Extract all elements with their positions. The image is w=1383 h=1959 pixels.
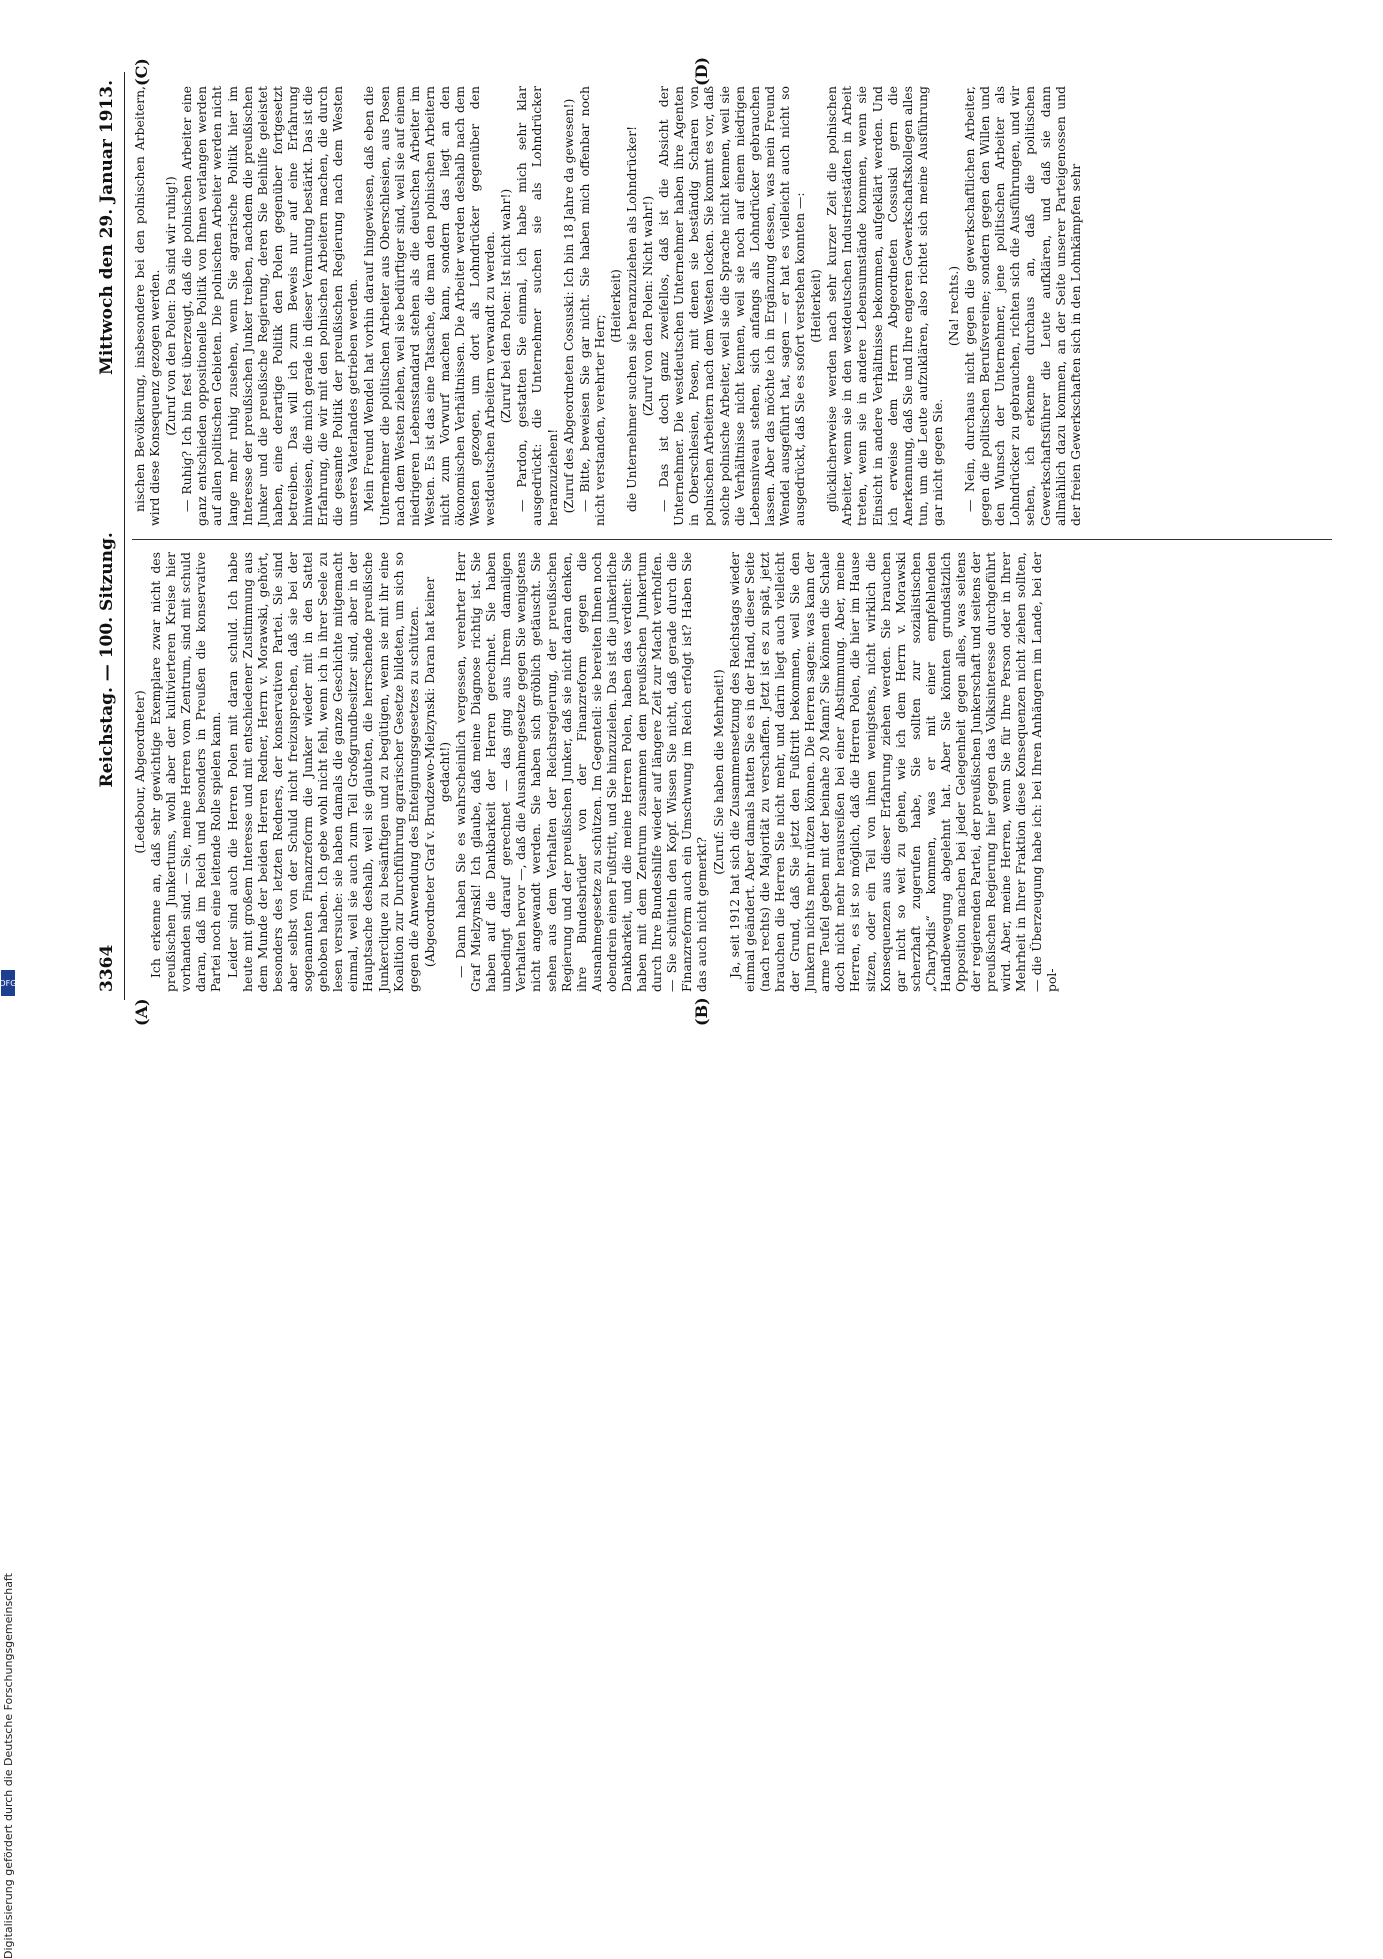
paragraph: — Das ist doch ganz zweifellos, daß ist die Absicht der Unternehmer. Die westdeutschen Unternehmer haben ihre Agenten in Oberschlesien, Posen, mit denen sie beständig Scharen von polnischen Arbeitern nach dem Westen locken. Sie kommt es vor, daß solche polnische Arbeiter, weil sie die Sprache nicht kennen, weil sie die Verhältnisse nicht kennen, weil sie noch auf einem niedrigen Lebensniveau stehen, sich anfangs als Lohndrücker gebrauchen lassen. Aber das möchte ich in Ergänzung dessen, was mein Freund Wendel ausgeführt hat, sagen — er hat es vielleicht auch nicht so ausgedrückt, daß Sie es sofort verstehen konnten —: [656, 86, 808, 526]
paragraph: Leider sind auch die Herren Polen mit daran schuld. Ich habe heute mit großem Interesse und mit entschiedener Zustimmung aus dem Munde der beiden Herren Redner, Herrn v. Morawski, gehört, besonders des letzten Redners, der konservativen Partei. Sie sind aber selbst von der Schuld nicht freizusprechen, daß sie bei der sogenannten Finanzreform die Junker wieder mit in den Sattel gehoben haben. Ich gebe wohl nicht fehl, wenn ich in ihrer Seele zu lesen versuche: sie haben damals die ganze Geschichte mitgemacht einmal, weil sie auch zum Teil Großgrundbesitzer sind, aber in der Hauptsache deshalb, weil sie glaubten, die herrschende preußische Junkerclique zu besänftigen und zu begütigen, wenn sie mit ihr eine Koalition zur Durchführung agrarischer Gesetze bildeten, um sich so gegen die Anwendung des Enteignungsgesetzes zu schützen. [224, 552, 421, 992]
paragraph: — Ruhig? Ich bin fest überzeugt, daß die polnischen Arbeiter eine ganz entschieden oppositionelle Politik von Ihnen verlangen werden auf allen politischen Gebieten. Die polnischen Arbeiter werden nicht lange mehr ruhig zusehen, wenn Sie agrarische Politik hier im Interesse der preußischen Junker treiben, nachdem die preußischen Junker und die preußische Regierung, deren Sie Beihilfe geleistet haben, eine derartige Politik den Polen gegenüber fortgesetzt betreiben. Das will ich zum Beweis nur auf eine Erfahrung hinweisen, die mich gerade in dieser Vermutung bestärkt. Das ist die Erfahrung, die wir mit den polnischen Arbeitern machen, die durch die gesamte Politik der preußischen Regierung nach dem Westen unseres Vaterlandes getrieben werden. [179, 86, 361, 526]
page-number: 3364 [97, 944, 117, 992]
paragraph: (Zuruf: Sie haben die Mehrheit!) [710, 669, 726, 875]
left-column [132, 552, 1332, 992]
paragraph: (Abgeordneter Graf v. Brudzewo-Mielzynski: Daran hat keiner gedacht!) [421, 576, 452, 968]
paragraph: Ich erkenne an, daß sehr gewichtige Exemplare zwar nicht des preußischen Junkertums, wohl aber der kultivierteren Kreise hier vorhanden sind. — Sie, meine Herren vom Zentrum, sind mit schuld daran, daß im Reich und besonders in Preußen die konservative Partei noch eine leitende Rolle spielen kann. [148, 552, 224, 992]
paragraph: die Unternehmer suchen sie heranzuziehen als Lohndrücker! [624, 125, 639, 512]
margin-marker-d: (D) [692, 56, 711, 86]
margin-marker-b: (B) [692, 997, 711, 1026]
column-divider [132, 539, 1332, 540]
paragraph: — Bitte, beweisen Sie gar nicht. Sie haben mich offenbar noch nicht verstanden, verehrter Herr; [576, 86, 607, 526]
paragraph: (Heiterkeit) [808, 269, 824, 343]
margin-marker-c: (C) [132, 58, 151, 86]
page-title: Reichstag. — 100. Sitzung. [97, 532, 117, 788]
paragraph: (Zuruf des Abgeordneten Cossuski: Ich bin 18 Jahre da gewesen!) [560, 98, 576, 514]
paragraph: — Pardon, gestatten Sie einmal, ich habe mich sehr klar ausgedrückt: die Unternehmer suchen sie als Lohndrücker heranzuziehen! [514, 86, 560, 526]
paragraph: Ja, seit 1912 hat sich die Zusammensetzung des Reichstags wieder einmal geändert. Aber damals hatten Sie es in der Hand, dieser Seite (nach rechts) die Majorität zu verschaffen. Jetzt ist es zu spät, jetzt brauchen die Herren Sie nicht mehr, und darin liegt auch vielleicht der Grund, daß Sie jetzt den Fußtritt bekommen, weil Sie den Junkern nichts mehr nützen können. Die Herren sagen: was kann der arme Teufel geben mit der beinahe 20 Mann? Sie können die Schale doch nicht mehr herausreißen bei einer Abstimmung. Aber, meine Herren, es ist so möglich, daß die Herren Polen, die hier im Hause sitzen, oder ein Teil von ihnen wenigstens, nicht wirklich die Konsequenzen aus dieser Erfahrung ziehen werden. Sie brauchen gar nicht so weit zu gehen, wie ich dem Herrn v. Morawski scherzhaft zugerufen habe, Sie sollten zur sozialistischen „Charybdis“ kommen, was er mit einer empfehlenden Handbewegung abgelehnt hat. Aber Sie könnten grundsätzlich Opposition machen bei jeder Gelegenheit gegen alles, was seitens der regierenden Partei, der preußischen Junkerschaft und seitens der preußischen Regierung hier gegen das Volksinteresse durchgeführt wird. Aber, meine Herren, wenn Sie für Ihre Person oder in Ihrer Mehrheit in Ihrer Fraktion diese Konsequenzen nicht ziehen sollten, — die Überzeugung habe ich: bei Ihren Anhängern im Lande, bei der pol- [726, 552, 1059, 992]
header-rule [124, 72, 125, 1000]
paragraph: (Ledebour, Abgeordneter) [132, 690, 147, 854]
paragraph: (Na! rechts.) [945, 265, 961, 347]
paragraph: — Nein, durchaus nicht gegen die gewerkschaftlichen Arbeiter, gegen die politischen Berufsvereine; sondern gegen den Willen und den Wunsch der Unternehmer, jene politischen Arbeiter als Lohndrücker zu gebrauchen, richten sich die Ausführungen, und wir sehen, ich erkenne durchaus an, daß die politischen Gewerkschaftsführer die Leute aufklären, und daß sie dann allmählich dazu kommen, an der Seite unserer Parteigenossen und der freien Gewerkschaften sich in den Lohnkämpfen sehr [962, 86, 1083, 526]
dfg-credit-text: Digitalisierung gefördert durch die Deutsche Forschungsgemeinschaft [2, 1573, 15, 1959]
paragraph: Mein Freund Wendel hat vorhin darauf hingewiesen, daß eben die Unternehmer die politischen Arbeiter aus Oberschlesien, aus Posen nach dem Westen ziehen, weil sie bedürftiger sind, weil sie auf einem niedrigeren Lebensstandard stehen als die deutschen Arbeiter im Westen. Es ist das eine Tatsache, die man den polnischen Arbeitern nicht zum Vorwurf machen kann, sondern das liegt an den ökonomischen Verhältnissen. Die Arbeiter werden deshalb nach dem Westen gezogen, um dort als Lohndrücker gegenüber den westdeutschen Arbeitern verwandt zu werden. [361, 86, 498, 526]
dfg-logo: DFG [1, 970, 15, 996]
paragraph: — Dann haben Sie es wahrscheinlich vergessen, verehrter Herr Graf Mielzynski! Ich glaube, daß meine Diagnose richtig ist. Sie haben auf die Dankbarkeit der Herren gerechnet. Sie haben unbedingt darauf gerechnet — das ging aus Ihrem damaligen Verhalten hervor —, daß die Ausnahmegesetze gegen Sie wenigstens nicht angewandt werden. Sie haben sich gröblich getäuscht. Sie sehen aus dem Verhalten der Reichsregierung, der preußischen Regierung und der preußischen Junker, daß sie nicht daran denken, ihre Bundesbrüder von der Finanzreform gegen die Ausnahmegesetze zu schützen. Im Gegenteil: sie bereiten Ihnen noch obendrein einen Fußtritt, und Sie hinzuzielen. Das ist die junkerliche Dankbarkeit, und die meine Herren Polen, haben das verdient: Sie haben mit dem Zentrum zusammen dem preußischen Junkertum durch Ihre Bundeshilfe wieder auf längere Zeit zur Macht verholfen. — Sie schütteln den Kopf. Wissen Sie nicht, daß gerade durch die Finanzreform auch ein Umschwung im Reich erfolgt ist? Haben Sie das auch nicht gemerkt? [452, 552, 710, 992]
paragraph: (Heiterkeit) [607, 269, 623, 343]
rotated-page [92, 56, 1332, 1026]
paragraph: nischen Bevölkerung, insbesondere bei den polnischen Arbeitern, wird diese Konsequenz gezogen werden. [132, 86, 163, 526]
margin-marker-a: (A) [132, 998, 151, 1026]
paragraph: glücklicherweise werden nach sehr kurzer Zeit die polnischen Arbeiter, wenn sie in den westdeutschen Industriestädten in Arbeit treten, wenn sie in andere Lebensumstände kommen, wenn sie Einsicht in andere Verhältnisse bekommen, aufgeklärt werden. Und ich erweise dem Herrn Abgeordneten Cossuski gern die Anerkennung, daß Sie und Ihre engeren Gewerkschaftskollegen alles tun, um die Leute aufzuklären, also richtet sich meine Ausführung gar nicht gegen Sie. [824, 86, 945, 526]
paragraph: (Zuruf von den Polen: Da sind wir ruhig!) [163, 176, 179, 436]
session-date: Mittwoch den 29. Januar 1913. [97, 80, 117, 375]
paragraph: (Zuruf von den Polen: Nicht wahr!) [640, 195, 656, 417]
running-header [92, 72, 122, 1000]
paragraph: (Zuruf bei den Polen: Ist nicht wahr!) [498, 188, 514, 424]
sidebar-credit [2, 12, 16, 1959]
right-column [132, 86, 1332, 526]
